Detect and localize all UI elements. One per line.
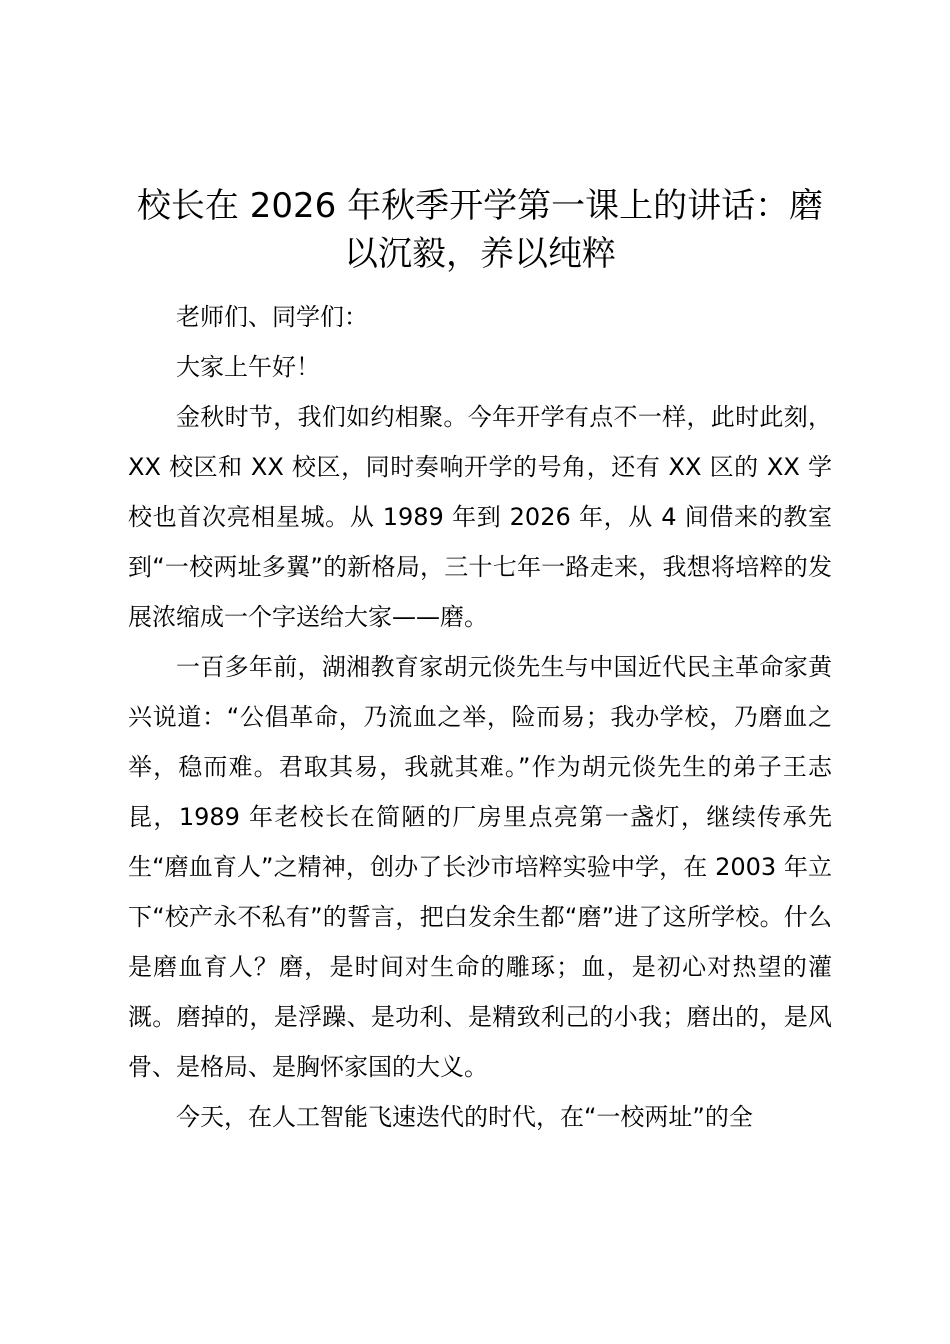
body-paragraph-3: 今天，在人工智能飞速迭代的时代，在“一校两址”的全 — [176, 1103, 753, 1131]
body-paragraph-1: 金秋时节，我们如约相聚。今年开学有点不一样，此时此刻，XX 校区和 XX 校区，同时奏响开学的号角，还有 XX 区的 XX 学校也首次亮相星城。从 1989 年到 2026 年，从 4 间借来的教室到“一校两址多翼”的新格局，三十七年一路走来，我想将培粹的发展浓缩成一个字送给大家——磨。 — [128, 403, 832, 631]
document-title: 校长在 2026 年秋季开学第一课上的讲话：磨以沉毅，养以纯粹 — [136, 186, 824, 274]
greeting-paragraph: 大家上午好！ — [176, 353, 320, 381]
document-body — [128, 182, 832, 1142]
salutation-paragraph: 老师们、同学们： — [176, 303, 368, 331]
body-paragraph-2: 一百多年前，湖湘教育家胡元倓先生与中国近代民主革命家黄兴说道：“公倡革命，乃流血之举，险而易；我办学校，乃磨血之举，稳而难。君取其易，我就其难。”作为胡元倓先生的弟子王志昆，1989 年老校长在简陋的厂房里点亮第一盏灯，继续传承先生“磨血育人”之精神，创办了长沙市培粹实验中学，在 2003 年立下“校产永不私有”的誓言，把白发余生都“磨”进了这所学校。什么是磨血育人？磨，是时间对生命的雕琢；血，是初心对热望的灌溉。磨掉的，是浮躁、是功利、是精致利己的小我；磨出的，是风骨、是格局、是胸怀家国的大义。 — [128, 653, 832, 1081]
